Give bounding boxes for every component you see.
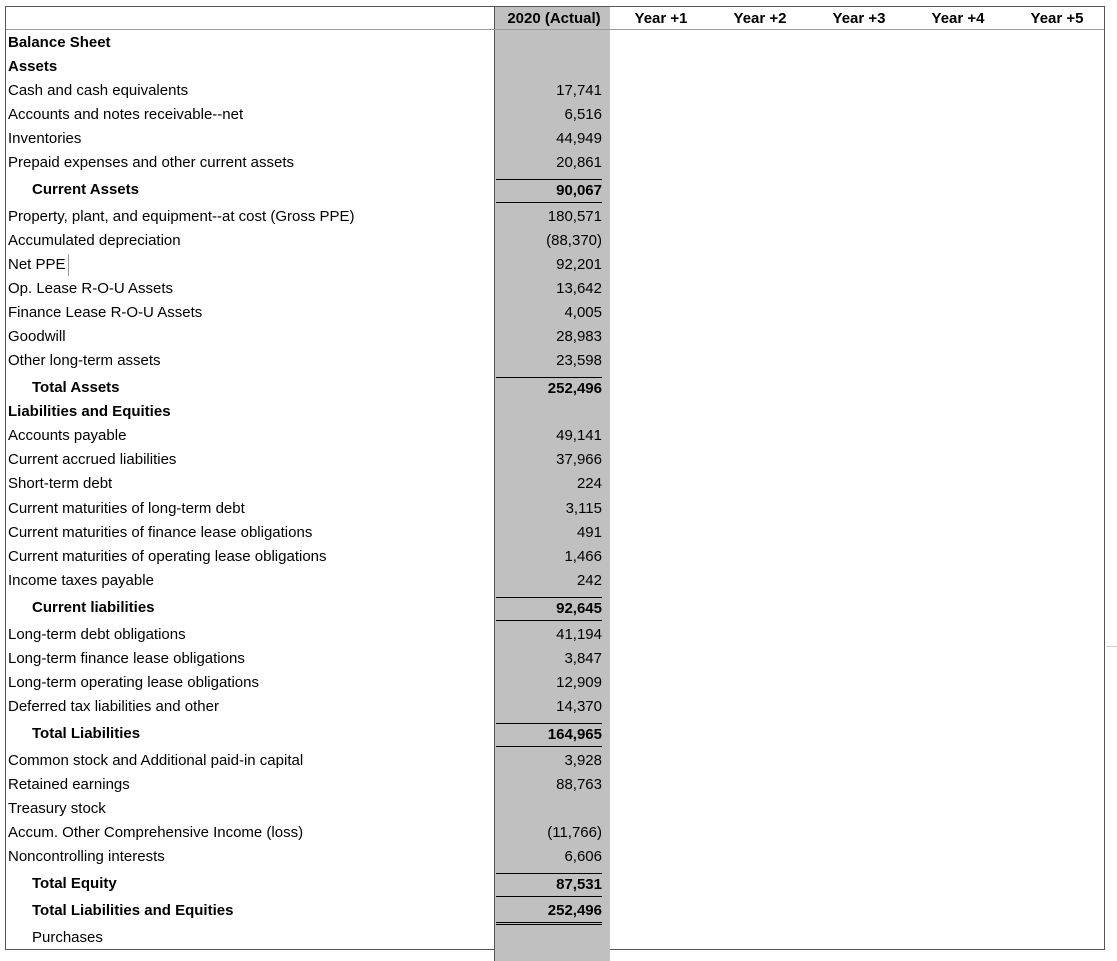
row-label: Purchases [32, 929, 103, 946]
row-value: 3,115 [565, 500, 602, 517]
row-value: (11,766) [547, 824, 602, 841]
header-year-5: Year +5 [1030, 10, 1084, 27]
row-current-operating-lease [6, 546, 1106, 570]
row-net-ppe [6, 254, 1106, 278]
row-label: Noncontrolling interests [8, 848, 165, 865]
row-value: 3,847 [564, 650, 602, 667]
row-label: Deferred tax liabilities and other [8, 698, 219, 715]
row-value: (88,370) [546, 232, 602, 249]
row-total-liabilities [6, 723, 1106, 747]
row-label: Total Equity [32, 875, 117, 892]
row-finance-lease-rou [6, 302, 1106, 326]
row-label: Current maturities of finance lease obligations [8, 524, 313, 541]
row-balance-sheet [6, 32, 1106, 56]
row-label: Assets [8, 58, 58, 75]
row-value: 4,005 [564, 304, 602, 321]
row-income-taxes-payable [6, 570, 1106, 594]
row-label: Retained earnings [8, 776, 130, 793]
row-label: Accumulated depreciation [8, 232, 181, 249]
row-receivables [6, 104, 1106, 128]
row-op-lease-rou [6, 278, 1106, 302]
row-label: Current maturities of operating lease obligations [8, 548, 327, 565]
row-value: 252,496 [496, 900, 602, 925]
row-inventories [6, 128, 1106, 152]
row-value: 90,067 [496, 179, 602, 203]
row-goodwill [6, 326, 1106, 350]
row-current-lt-debt [6, 498, 1106, 522]
row-value: 1,466 [564, 548, 602, 565]
row-lt-debt [6, 624, 1106, 648]
row-value: 3,928 [564, 752, 602, 769]
row-value: 88,763 [556, 776, 602, 793]
row-lt-operating-lease [6, 672, 1106, 696]
row-other-lt-assets [6, 350, 1106, 374]
row-value: 6,516 [564, 106, 602, 123]
header-divider [6, 29, 1104, 30]
row-label: Other long-term assets [8, 352, 161, 369]
row-aoci [6, 822, 1106, 846]
row-label: Goodwill [8, 328, 66, 345]
row-value: 17,741 [556, 82, 602, 99]
row-prepaid [6, 152, 1106, 176]
row-label: Total Liabilities [32, 725, 141, 742]
row-value: 180,571 [547, 208, 602, 225]
row-total-assets [6, 377, 1106, 401]
row-value: 92,201 [556, 256, 602, 273]
row-value: 23,598 [556, 352, 602, 369]
row-total-equity [6, 873, 1106, 897]
row-deferred-tax [6, 696, 1106, 720]
row-accounts-payable [6, 425, 1106, 449]
row-label: Accounts and notes receivable--net [8, 106, 244, 123]
row-label: Accounts payable [8, 427, 127, 444]
row-common-stock [6, 750, 1106, 774]
row-label: Long-term debt obligations [8, 626, 186, 643]
row-value: 12,909 [556, 674, 602, 691]
row-label: Treasury stock [8, 800, 106, 817]
row-label: Income taxes payable [8, 572, 154, 589]
row-label: Liabilities and Equities [8, 403, 171, 420]
header-year-3: Year +3 [832, 10, 886, 27]
row-value: 87,531 [496, 873, 602, 897]
row-value: 41,194 [556, 626, 602, 643]
row-label: Prepaid expenses and other current assets [8, 154, 295, 171]
row-label: Balance Sheet [8, 34, 111, 51]
row-short-term-debt [6, 473, 1106, 497]
row-treasury-stock [6, 798, 1106, 822]
row-label: Long-term operating lease obligations [8, 674, 259, 691]
row-current-assets [6, 179, 1106, 203]
row-value: 49,141 [556, 427, 602, 444]
row-label: Finance Lease R-O-U Assets [8, 304, 203, 321]
row-lt-finance-lease [6, 648, 1106, 672]
row-label: Current Assets [32, 181, 139, 198]
row-value: 13,642 [556, 280, 602, 297]
row-assets [6, 56, 1106, 80]
row-label: Current liabilities [32, 599, 155, 616]
row-accrued-liabilities [6, 449, 1106, 473]
row-label: Long-term finance lease obligations [8, 650, 245, 667]
row-value: 14,370 [556, 698, 602, 715]
row-liabilities-equities [6, 401, 1106, 425]
row-value: 92,645 [496, 597, 602, 621]
row-value: 44,949 [556, 130, 602, 147]
row-value: 252,496 [496, 377, 602, 400]
row-label: Current accrued liabilities [8, 451, 177, 468]
row-value: 37,966 [556, 451, 602, 468]
row-value: 224 [576, 475, 602, 492]
header-year-4: Year +4 [931, 10, 985, 27]
row-noncontrolling [6, 846, 1106, 870]
row-label: Total Assets [32, 379, 120, 396]
row-value: 491 [576, 524, 602, 541]
row-value: 20,861 [556, 154, 602, 171]
row-purchases [6, 927, 1106, 951]
row-label: Net PPE [8, 254, 69, 276]
row-label: Total Liabilities and Equities [32, 902, 234, 919]
row-retained-earnings [6, 774, 1106, 798]
gridline-fragment [1107, 646, 1117, 647]
row-value: 6,606 [564, 848, 602, 865]
header-year-2: Year +2 [733, 10, 787, 27]
row-current-finance-lease [6, 522, 1106, 546]
row-label: Op. Lease R-O-U Assets [8, 280, 174, 297]
row-label: Short-term debt [8, 475, 113, 492]
row-label: Property, plant, and equipment--at cost (Gross PPE) [8, 208, 355, 225]
row-gross-ppe [6, 206, 1106, 230]
row-current-liabilities [6, 597, 1106, 621]
header-2020-actual: 2020 (Actual) [507, 10, 601, 27]
row-label: Inventories [8, 130, 82, 147]
row-label: Accum. Other Comprehensive Income (loss) [8, 824, 304, 841]
row-value: 242 [576, 572, 602, 589]
row-total-liabilities-equities [6, 900, 1106, 924]
row-accum-depreciation [6, 230, 1106, 254]
row-label: Cash and cash equivalents [8, 82, 189, 99]
header-year-1: Year +1 [634, 10, 688, 27]
balance-sheet-table [5, 6, 1105, 950]
row-label: Current maturities of long-term debt [8, 500, 245, 517]
row-label: Common stock and Additional paid-in capital [8, 752, 304, 769]
row-cash [6, 80, 1106, 104]
row-value: 28,983 [556, 328, 602, 345]
row-value: 164,965 [496, 723, 602, 747]
